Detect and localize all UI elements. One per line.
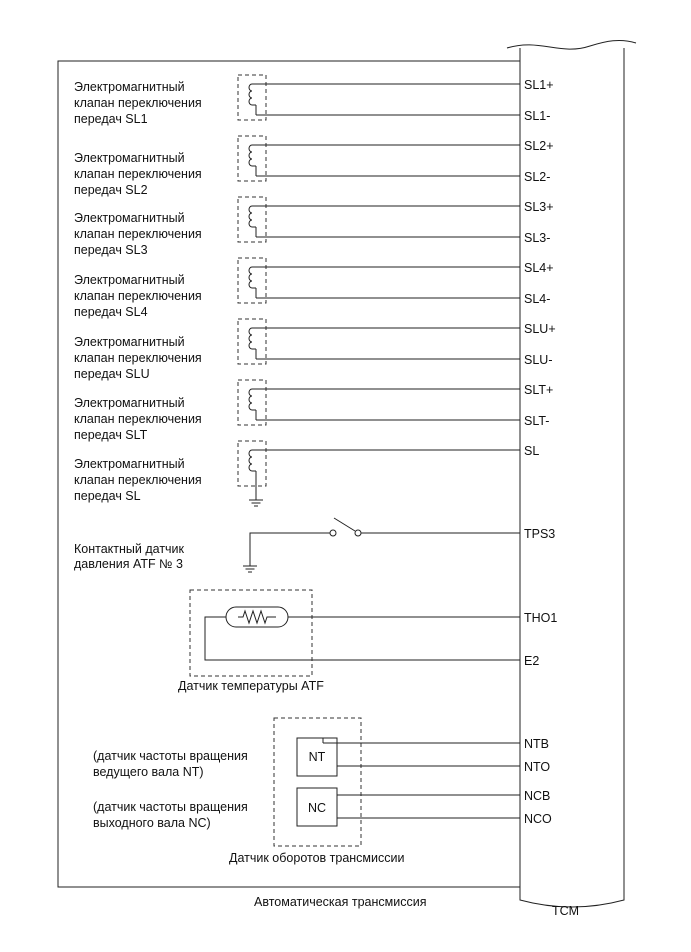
coil-icon [249, 450, 256, 471]
pin-label: NTB [524, 737, 549, 751]
temp-sensor-dashed-box [190, 590, 312, 676]
solenoid-label-line3: передач SL [74, 489, 141, 503]
speed-sensor-nt [93, 737, 550, 779]
solenoid-sl2 [74, 136, 554, 197]
solenoid-label-line2: клапан переключения [74, 412, 202, 426]
coil-icon [249, 206, 256, 227]
temp-sensor-label: Датчик температуры ATF [178, 679, 324, 693]
solenoid-label-line1: Электромагнитный [74, 211, 185, 225]
solenoid-sl [74, 441, 539, 506]
pressure-switch-label-line2: давления ATF № 3 [74, 557, 183, 571]
nt-label-line1: (датчик частоты вращения [93, 749, 248, 763]
switch-contact-icon [330, 530, 336, 536]
coil-icon [249, 267, 256, 288]
ground-icon [249, 500, 263, 506]
solenoid-label-line3: передач SL4 [74, 305, 148, 319]
transmission-label: Автоматическая трансмиссия [254, 895, 427, 909]
pin-label: THO1 [524, 611, 558, 625]
pin-label: SL4- [524, 292, 551, 306]
ground-icon [243, 566, 257, 572]
speed-sensor-dashed-box [274, 718, 361, 846]
pin-label: SL2+ [524, 139, 554, 153]
pin-label: SLU+ [524, 322, 556, 336]
pin-label: SL4+ [524, 261, 554, 275]
nc-label-line2: выходного вала NC) [93, 816, 211, 830]
solenoid-sl4 [74, 258, 554, 319]
pin-label: SL [524, 444, 540, 458]
pin-label: SLU- [524, 353, 553, 367]
solenoid-sl3 [74, 197, 554, 257]
solenoid-slu [74, 319, 556, 381]
speed-sensor-nc [93, 788, 552, 830]
solenoid-label-line3: передач SL1 [74, 112, 148, 126]
solenoid-label-line3: передач SL2 [74, 183, 148, 197]
coil-icon [249, 145, 256, 166]
solenoid-label-line2: клапан переключения [74, 473, 202, 487]
solenoid-label-line1: Электромагнитный [74, 151, 185, 165]
speed-sensor-label: Датчик оборотов трансмиссии [229, 851, 405, 865]
pin-label: NCB [524, 789, 551, 803]
solenoid-label-line2: клапан переключения [74, 167, 202, 181]
coil-icon [249, 389, 256, 410]
pin-label: SL3- [524, 231, 551, 245]
pin-label: NCO [524, 812, 552, 826]
pin-label: NTO [524, 760, 551, 774]
solenoid-label-line1: Электромагнитный [74, 80, 185, 94]
solenoid-label-line1: Электромагнитный [74, 273, 185, 287]
pressure-switch [74, 518, 555, 572]
solenoid-label-line2: клапан переключения [74, 351, 202, 365]
tcm-label: TCM [552, 904, 580, 918]
nc-box-label: NC [307, 801, 327, 815]
pin-label: SL1- [524, 109, 551, 123]
switch-contact-icon [355, 530, 361, 536]
pin-label: E2 [524, 654, 540, 668]
nt-box-label: NT [308, 750, 326, 764]
coil-icon [249, 328, 256, 349]
switch-blade-icon [334, 518, 355, 531]
pin-label: SLT- [524, 414, 550, 428]
solenoid-label-line2: клапан переключения [74, 227, 202, 241]
pin-label: SL2- [524, 170, 551, 184]
pin-label: SLT+ [524, 383, 554, 397]
pressure-switch-label-line1: Контактный датчик [74, 542, 185, 556]
solenoid-label-line1: Электромагнитный [74, 335, 185, 349]
speed-sensors [93, 718, 552, 865]
solenoid-sl1 [74, 75, 554, 126]
solenoid-label-line1: Электромагнитный [74, 396, 185, 410]
solenoid-label-line3: передач SL3 [74, 243, 148, 257]
nt-label-line2: ведущего вала NT) [93, 765, 204, 779]
pin-label: SL3+ [524, 200, 554, 214]
nc-label-line1: (датчик частоты вращения [93, 800, 248, 814]
solenoid-slt [74, 380, 553, 442]
solenoid-label-line1: Электромагнитный [74, 457, 185, 471]
solenoid-label-line2: клапан переключения [74, 289, 202, 303]
coil-icon [249, 84, 256, 105]
solenoid-label-line2: клапан переключения [74, 96, 202, 110]
pin-label: SL1+ [524, 78, 554, 92]
pin-label: TPS3 [524, 527, 556, 541]
solenoid-label-line3: передач SLU [74, 367, 150, 381]
solenoid-label-line3: передач SLT [74, 428, 148, 442]
atf-temperature-sensor [178, 590, 557, 693]
